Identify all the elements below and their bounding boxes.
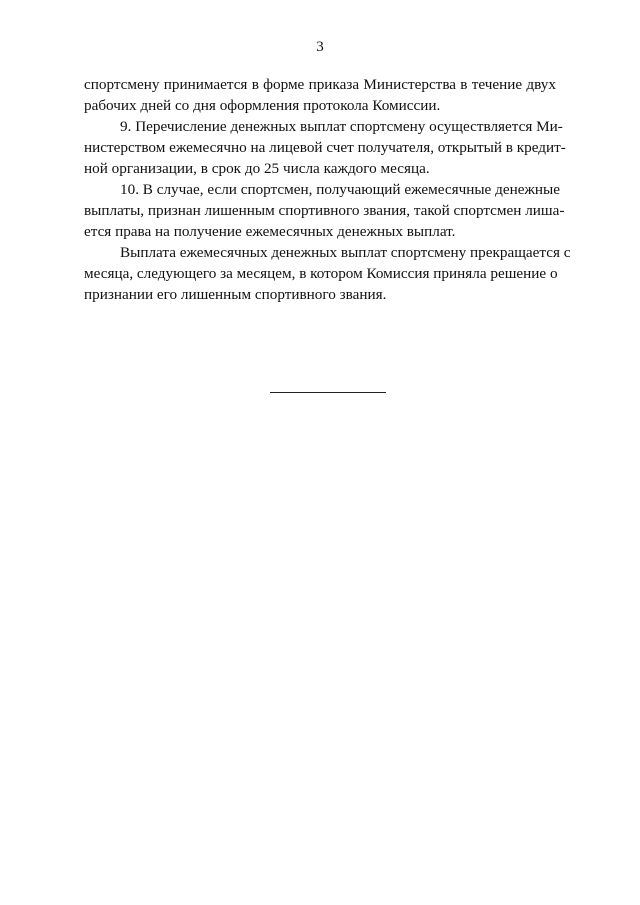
text-line: ется права на получение ежемесячных денежных выплат.	[84, 223, 456, 240]
paragraph-item-9	[84, 116, 566, 179]
text-line: выплаты, признан лишенным спортивного звания, такой спортсмен лиша-	[84, 202, 565, 219]
paragraph-termination	[84, 242, 571, 305]
end-separator-line	[270, 392, 386, 393]
text-line: месяца, следующего за месяцем, в котором Комиссия приняла решение о	[84, 265, 558, 282]
page-number: 3	[316, 39, 324, 55]
document-body	[84, 74, 571, 305]
text-line: рабочих дней со дня оформления протокола Комиссии.	[84, 97, 441, 114]
text-line: спортсмену принимается в форме приказа Министерства в течение двух	[84, 76, 556, 93]
text-line: Выплата ежемесячных денежных выплат спортсмену прекращается с	[120, 244, 571, 261]
text-line: 10. В случае, если спортсмен, получающий ежемесячные денежные	[120, 181, 561, 198]
text-line: 9. Перечисление денежных выплат спортсмену осуществляется Ми-	[120, 118, 563, 135]
text-line: ной организации, в срок до 25 числа каждого месяца.	[84, 160, 430, 177]
text-line: нистерством ежемесячно на лицевой счет получателя, открытый в кредит-	[84, 139, 566, 156]
text-line: признании его лишенным спортивного звания.	[84, 286, 387, 303]
paragraph-continuation	[84, 74, 556, 116]
paragraph-item-10	[84, 179, 565, 242]
